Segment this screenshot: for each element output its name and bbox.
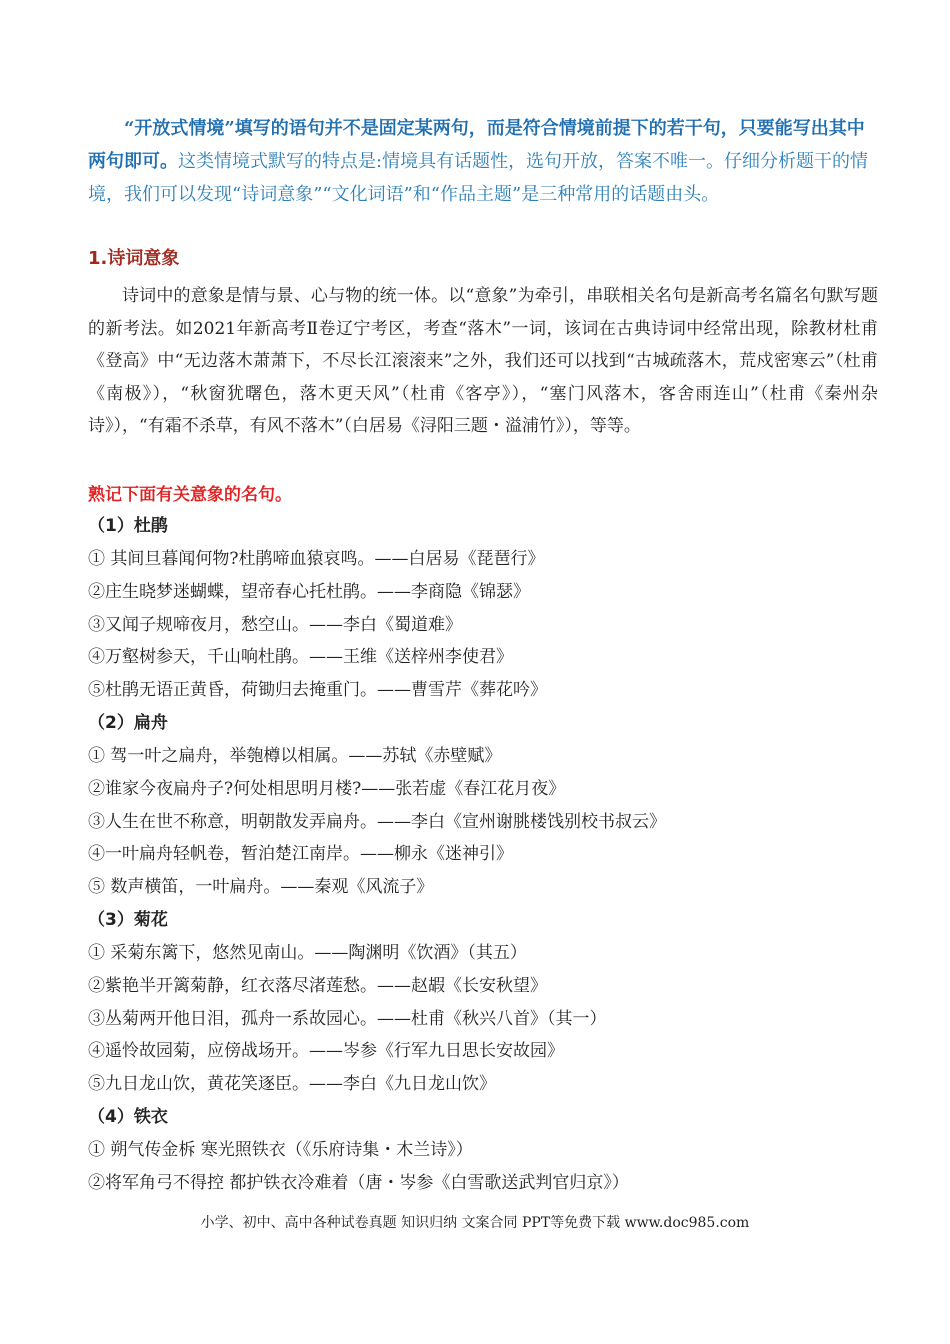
quote-groups (88, 510, 878, 1200)
quote-item: ④万壑树参天，千山响杜鹃。——王维《送梓州李使君》 (88, 647, 513, 668)
quote-item: ③又闻子规啼夜月，愁空山。——李白《蜀道难》 (88, 614, 462, 635)
quote-item: ① 其间旦暮闻何物?杜鹃啼血猿哀鸣。——白居易《琵琶行》 (88, 549, 545, 569)
memorize-heading: 熟记下面有关意象的名句。 (88, 485, 292, 505)
section-heading: 1.诗词意象 (88, 248, 180, 269)
group-title: （2）扁舟 (88, 712, 168, 733)
quote-item: ① 采菊东篱下，悠然见南山。——陶渊明《饮酒》（其五） (88, 942, 527, 963)
quote-item: ⑤ 数声横笛，一叶扁舟。——秦观《风流子》 (88, 877, 434, 898)
quote-item: ③人生在世不称意，明朝散发弄扁舟。——李白《宣州谢朓楼饯别校书叔云》 (88, 811, 666, 832)
quote-item: ②紫艳半开篱菊静，红衣落尽渚莲愁。——赵嘏《长安秋望》 (88, 975, 547, 996)
page-footer: 小学、初中、高中各种试卷真题 知识归纳 文案合同 PPT等免费下载 www.doc985.com (200, 1215, 750, 1231)
quote-item: ②将军角弓不得控 都护铁衣冷难着（唐・岑参《白雪歌送武判官归京》） (88, 1172, 629, 1193)
section-paragraph: 诗词中的意象是情与景、心与物的统一体。以“意象”为牵引，串联相关名句是新高考名篇名句默写题的新考法。如2021年新高考Ⅱ卷辽宁考区，考查“落木”一词，该词在古典诗词中经常出现，除教材杜甫《登高》中“无边落木萧萧下，不尽长江滚滚来”之外，我们还可以找到“古城疏落木，荒戍密寒云”（杜甫《南极》），“秋窗犹曙色，落木更天风”（杜甫《客亭》），“塞门风落木，客舍雨连山”（杜甫《秦州杂诗》），“有霜不杀草，有风不落木”（白居易《浔阳三题・溢浦竹》），等等。 (88, 286, 878, 436)
quote-item: ④遥怜故园菊，应傍战场开。——岑参《行军九日思长安故园》 (88, 1041, 564, 1062)
quote-item: ③丛菊两开他日泪，孤舟一系故园心。——杜甫《秋兴八首》（其一） (88, 1008, 607, 1029)
quote-item: ②庄生晓梦迷蝴蝶，望帝春心托杜鹃。——李商隐《锦瑟》 (88, 581, 530, 602)
quote-item: ⑤九日龙山饮，黄花笑逐臣。——李白《九日龙山饮》 (88, 1074, 496, 1095)
group-title: （3）菊花 (88, 909, 168, 930)
quote-item: ⑤杜鹃无语正黄昏，荷锄归去掩重门。——曹雪芹《葬花吟》 (88, 680, 547, 701)
section-paragraph-block (88, 280, 878, 443)
quote-item: ① 朔气传金柝 寒光照铁衣（《乐府诗集・木兰诗》） (88, 1139, 473, 1160)
quote-group-tieyi (88, 1101, 878, 1200)
intro-paragraph (88, 112, 878, 211)
intro-rest-text: 这类情境式默写的特点是:情境具有话题性，选句开放，答案不唯一。仔细分析题干的情境，我们可以发现“诗词意象”“文化词语”和“作品主题”是三种常用的话题由头。 (88, 151, 869, 205)
quote-item: ④一叶扁舟轻帆卷，暂泊楚江南岸。——柳永《迷神引》 (88, 844, 513, 865)
quote-group-juhua (88, 904, 878, 1101)
group-title: （4）铁衣 (88, 1106, 168, 1127)
group-title: （1）杜鹃 (88, 516, 168, 536)
quote-item: ① 驾一叶之扁舟，举匏樽以相属。——苏轼《赤壁赋》 (88, 745, 502, 766)
quote-group-bianzhou (88, 707, 878, 904)
quote-item: ②谁家今夜扁舟子?何处相思明月楼?——张若虚《春江花月夜》 (88, 778, 566, 799)
quote-group-dujuan (88, 510, 878, 707)
intro-bold-text: “开放式情境”填写的语句并不是固定某两句，而是符合情境前提下的若干句，只要能写出其中两句即可。 (88, 118, 865, 172)
